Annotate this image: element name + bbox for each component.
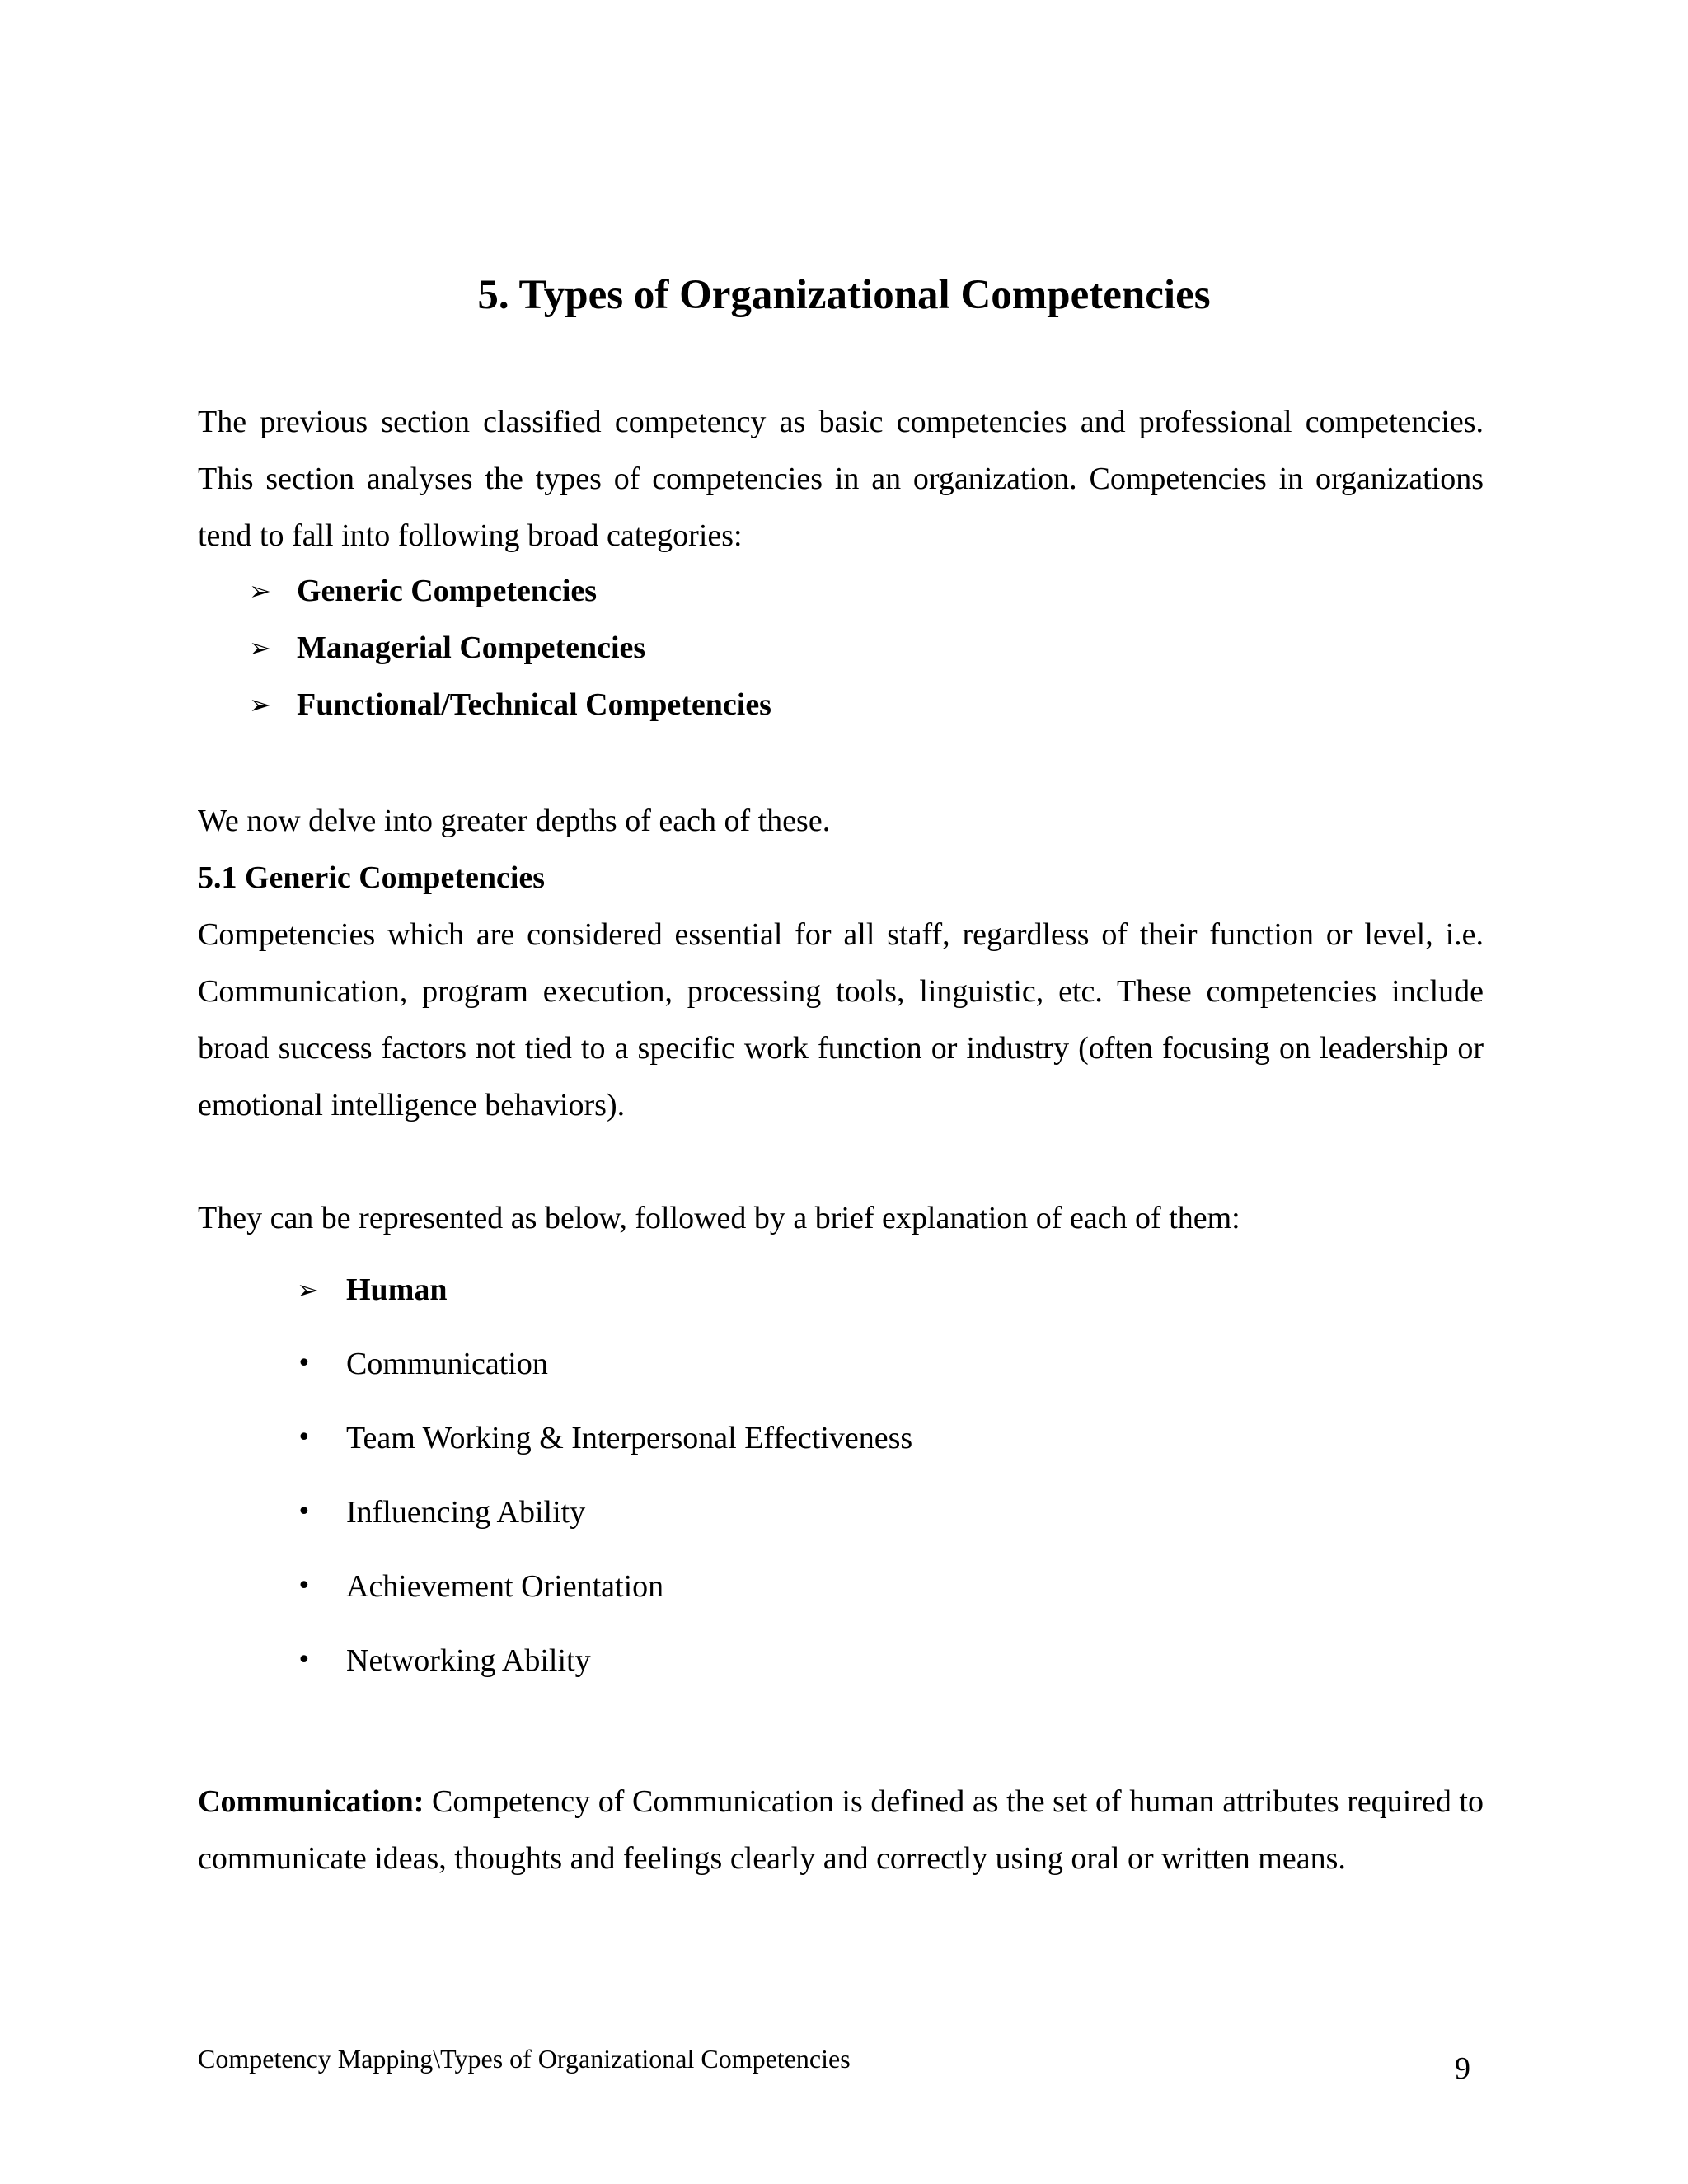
list-item bbox=[249, 620, 771, 677]
generic-paragraph: Competencies which are considered essential for all staff, regardless of their function or level, i.e. Communication, program execution, processing tools, linguistic, etc. These competencies include broad success factors not tied to a specific work function or industry (often focusing on leadership or emotional intelligence behaviors). bbox=[198, 917, 1484, 1122]
human-item-label: Team Working & Interpersonal Effectiveness bbox=[346, 1421, 913, 1455]
page-number: 9 bbox=[1455, 2051, 1470, 2086]
communication-definition bbox=[198, 1774, 1484, 1887]
page-title: 5. Types of Organizational Competencies bbox=[477, 272, 1211, 318]
section-heading: 5.1 Generic Competencies bbox=[198, 860, 546, 895]
definition-term: Communication: bbox=[198, 1784, 424, 1819]
intro-paragraph: The previous section classified competency as basic competencies and professional competencies. This section analyses the types of competencies in an organization. Competencies in organizations tend to fall into following broad categories: bbox=[198, 405, 1484, 553]
human-list bbox=[297, 1259, 912, 1704]
delve-sentence: We now delve into greater depths of each of these. bbox=[198, 804, 831, 838]
represented-sentence: They can be represented as below, followed by a brief explanation of each of them: bbox=[198, 1201, 1240, 1235]
list-item bbox=[297, 1333, 912, 1408]
category-list bbox=[249, 563, 771, 733]
list-item bbox=[297, 1408, 912, 1482]
category-label: Generic Competencies bbox=[297, 574, 598, 608]
human-item-label: Communication bbox=[346, 1347, 548, 1381]
footer-path: Competency Mapping\Types of Organizational Competencies bbox=[198, 2044, 851, 2074]
list-item bbox=[297, 1259, 912, 1333]
list-item bbox=[249, 677, 771, 733]
arrow-bullet-icon: ➢ bbox=[249, 575, 271, 607]
human-item-label: Influencing Ability bbox=[346, 1495, 586, 1530]
list-item bbox=[249, 563, 771, 620]
human-label: Human bbox=[346, 1272, 448, 1307]
category-label: Functional/Technical Competencies bbox=[297, 687, 771, 722]
human-item-label: Achievement Orientation bbox=[346, 1569, 664, 1604]
arrow-bullet-icon: ➢ bbox=[249, 689, 271, 720]
definition-text: Competency of Communication is defined as the set of human attributes required to communicate ideas, thoughts and feelings clearly and correctly using oral or written means. bbox=[198, 1784, 1484, 1876]
round-bullet-icon: • bbox=[297, 1423, 312, 1452]
round-bullet-icon: • bbox=[297, 1497, 312, 1526]
round-bullet-icon: • bbox=[297, 1349, 312, 1378]
list-item bbox=[297, 1630, 912, 1704]
arrow-bullet-icon: ➢ bbox=[297, 1274, 319, 1305]
round-bullet-icon: • bbox=[297, 1572, 312, 1601]
round-bullet-icon: • bbox=[297, 1646, 312, 1675]
list-item bbox=[297, 1556, 912, 1630]
list-item bbox=[297, 1482, 912, 1556]
arrow-bullet-icon: ➢ bbox=[249, 632, 271, 663]
category-label: Managerial Competencies bbox=[297, 630, 646, 665]
human-item-label: Networking Ability bbox=[346, 1643, 591, 1678]
